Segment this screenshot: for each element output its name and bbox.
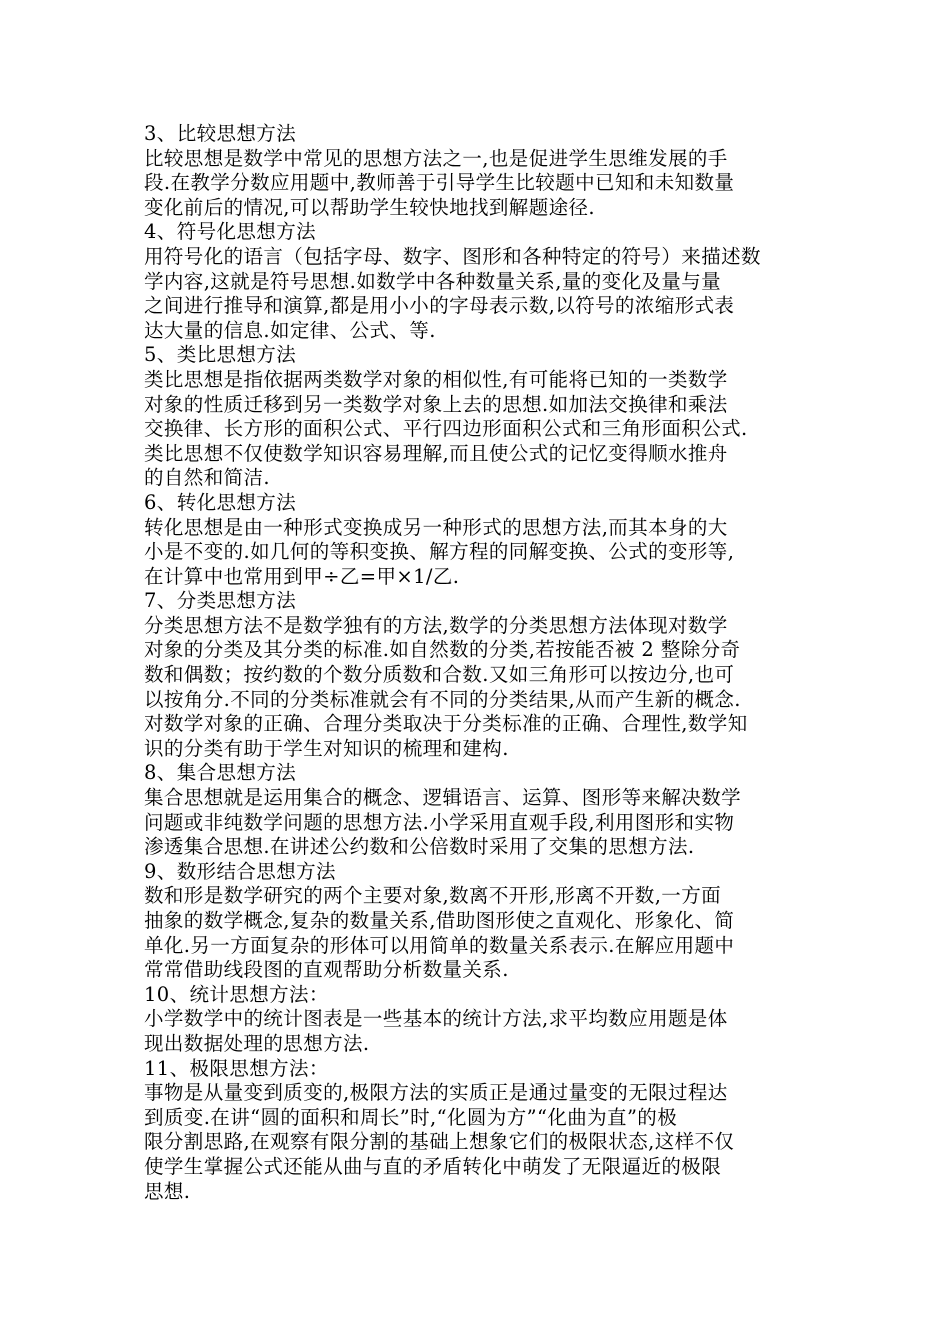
paragraph-line: 类比思想是指依据两类数学对象的相似性,有可能将已知的一类数学 [144, 367, 728, 391]
paragraph-line: 思想. [144, 1179, 191, 1203]
heading-number-shape: 9、数形结合思想方法 [144, 859, 336, 883]
paragraph-line: 到质变.在讲“圆的面积和周长”时,“化圆为方”“化曲为直”的极 [144, 1105, 678, 1129]
paragraph-line: 单化.另一方面复杂的形体可以用简单的数量关系表示.在解应用题中 [144, 933, 735, 957]
document-body [144, 122, 812, 1204]
paragraph-line: 数和形是数学研究的两个主要对象,数离不开形,形离不开数,一方面 [144, 884, 721, 908]
paragraph-line: 类比思想不仅使数学知识容易理解,而且使公式的记忆变得顺水推舟 [144, 441, 728, 465]
heading-limit: 11、极限思想方法： [144, 1056, 329, 1080]
paragraph-line: 在计算中也常用到甲÷乙=甲×1/乙. [144, 564, 460, 588]
paragraph-line: 段.在教学分数应用题中,教师善于引导学生比较题中已知和未知数量 [144, 171, 735, 195]
paragraph-line: 问题或非纯数学问题的思想方法.小学采用直观手段,利用图形和实物 [144, 810, 735, 834]
paragraph-line: 对象的性质迁移到另一类数学对象上去的思想.如加法交换律和乘法 [144, 392, 728, 416]
paragraph-line: 以按角分.不同的分类标准就会有不同的分类结果,从而产生新的概念. [144, 687, 741, 711]
paragraph-line: 比较思想是数学中常见的思想方法之一,也是促进学生思维发展的手 [144, 146, 728, 170]
paragraph-line: 常常借助线段图的直观帮助分析数量关系. [144, 958, 509, 982]
heading-analogy: 5、类比思想方法 [144, 343, 297, 367]
paragraph-line: 变化前后的情况,可以帮助学生较快地找到解题途径. [144, 195, 595, 219]
paragraph-line: 分类思想方法不是数学独有的方法,数学的分类思想方法体现对数学 [144, 613, 728, 637]
paragraph-line: 达大量的信息.如定律、公式、等. [144, 318, 436, 342]
heading-set-theory: 8、集合思想方法 [144, 761, 297, 785]
paragraph-line: 交换律、长方形的面积公式、平行四边形面积公式和三角形面积公式. [144, 417, 748, 441]
paragraph-line: 之间进行推导和演算,都是用小小的字母表示数,以符号的浓缩形式表 [144, 294, 735, 318]
paragraph-line: 识的分类有助于学生对知识的梳理和建构. [144, 736, 509, 760]
heading-statistics: 10、统计思想方法： [144, 982, 329, 1006]
heading-symbolization: 4、符号化思想方法 [144, 220, 317, 244]
paragraph-line: 用符号化的语言（包括字母、数字、图形和各种特定的符号）来描述数 [144, 244, 761, 268]
paragraph-line: 小学数学中的统计图表是一些基本的统计方法,求平均数应用题是体 [144, 1007, 728, 1031]
paragraph-line: 集合思想就是运用集合的概念、逻辑语言、运算、图形等来解决数学 [144, 786, 742, 810]
paragraph-line: 现出数据处理的思想方法. [144, 1031, 370, 1055]
paragraph-line: 学内容,这就是符号思想.如数学中各种数量关系,量的变化及量与量 [144, 269, 721, 293]
paragraph-line: 转化思想是由一种形式变换成另一种形式的思想方法,而其本身的大 [144, 515, 728, 539]
paragraph-line: 对数学对象的正确、合理分类取决于分类标准的正确、合理性,数学知 [144, 712, 748, 736]
heading-comparison: 3、比较思想方法 [144, 122, 297, 145]
paragraph-line: 小是不变的.如几何的等积变换、解方程的同解变换、公式的变形等, [144, 540, 735, 564]
paragraph-line: 对象的分类及其分类的标准.如自然数的分类,若按能否被 2 整除分奇 [144, 638, 741, 662]
paragraph-line: 限分割思路,在观察有限分割的基础上想象它们的极限状态,这样不仅 [144, 1130, 735, 1154]
paragraph-line: 使学生掌握公式还能从曲与直的矛盾转化中萌发了无限逼近的极限 [144, 1154, 722, 1178]
paragraph-line: 事物是从量变到质变的,极限方法的实质正是通过量变的无限过程达 [144, 1081, 728, 1105]
heading-classification: 7、分类思想方法 [144, 589, 297, 613]
paragraph-line: 的自然和简洁. [144, 466, 270, 490]
heading-transformation: 6、转化思想方法 [144, 490, 297, 514]
paragraph-line: 抽象的数学概念,复杂的数量关系,借助图形使之直观化、形象化、简 [144, 909, 735, 932]
paragraph-line: 数和偶数；按约数的个数分质数和合数.又如三角形可以按边分,也可 [144, 663, 735, 687]
paragraph-line: 渗透集合思想.在讲述公约数和公倍数时采用了交集的思想方法. [144, 835, 695, 859]
